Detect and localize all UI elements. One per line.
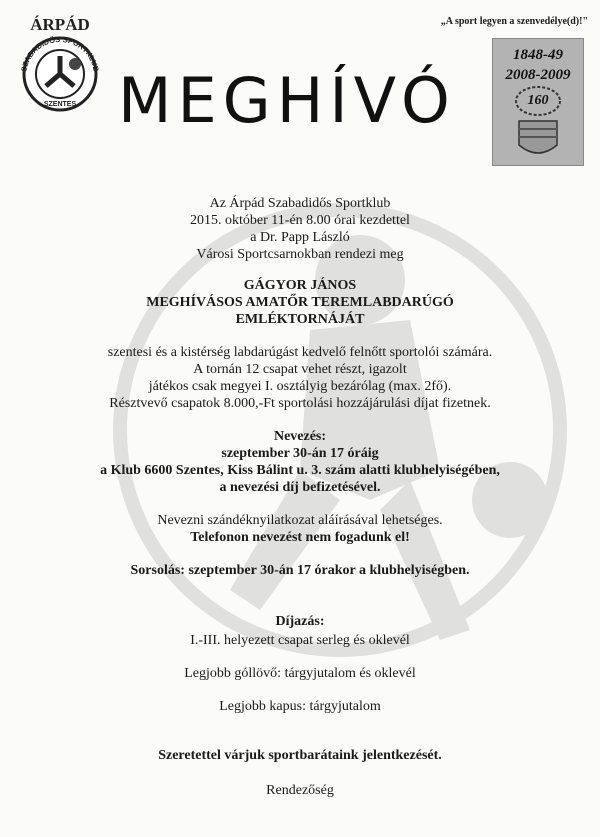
prizes-heading: Díjazás: bbox=[275, 614, 325, 629]
intro-line: a Dr. Papp László bbox=[250, 230, 350, 245]
intro-line: Városi Sportcsarnokban rendezi meg bbox=[196, 247, 404, 262]
prize-goalkeeper: Legjobb kapus: tárgyjutalom bbox=[219, 699, 381, 714]
badge-year-1: 1848-49 bbox=[513, 47, 563, 63]
phone-note: Telefonon nevezést nem fogadunk el! bbox=[190, 530, 410, 545]
anniversary-badge bbox=[492, 38, 584, 166]
logo-top-text: ÁRPÁD bbox=[30, 15, 90, 34]
details-line: Résztvevő csapatok 8.000,-Ft sportolási hozzájárulási díjat fizetnek. bbox=[109, 396, 491, 411]
registration-line: szeptember 30-án 17 óráig bbox=[221, 446, 379, 461]
details-line: játékos csak megyei I. osztályig bezárólag (max. 2fő). bbox=[148, 379, 452, 394]
badge-year-2: 2008-2009 bbox=[505, 67, 571, 83]
registration-heading: Nevezés: bbox=[273, 429, 327, 444]
registration-line: a nevezési díj befizetésével. bbox=[219, 480, 381, 495]
signature: Rendezőség bbox=[266, 783, 334, 798]
motto: „A sport legyen a szenvedélye(d)!" bbox=[440, 16, 588, 27]
details-block bbox=[40, 344, 560, 412]
event-title-block bbox=[40, 277, 560, 328]
event-title-line: EMLÉKTORNÁJÁT bbox=[235, 312, 365, 327]
intro-line: Az Árpád Szabadidős Sportklub bbox=[209, 196, 391, 211]
prize-top-scorer: Legjobb góllövő: tárgyjutalom és oklevél bbox=[184, 666, 416, 681]
prize-teams: I.-III. helyezett csapat serleg és oklevél bbox=[190, 633, 410, 648]
event-title-line: GÁGYOR JÁNOS bbox=[243, 278, 357, 293]
registration-block bbox=[40, 428, 560, 496]
intro-block bbox=[40, 195, 560, 263]
closing-line: Szeretettel várjuk sportbarátaink jelentkezését. bbox=[158, 748, 442, 763]
details-line: szentesi és a kistérség labdarúgást kedvelő felnőtt sportolói számára. bbox=[107, 345, 493, 360]
details-line: A tornán 12 csapat vehet részt, igazolt bbox=[193, 362, 407, 377]
registration-line: a Klub 6600 Szentes, Kiss Bálint u. 3. szám alatti klubhelyiségében, bbox=[100, 463, 500, 478]
page-title: MEGHÍVÓ bbox=[118, 64, 456, 137]
badge-number: 160 bbox=[527, 93, 549, 108]
intro-line: 2015. október 11-én 8.00 órai kezdettel bbox=[190, 213, 410, 228]
invitation-body bbox=[40, 195, 560, 799]
draw-info: Sorsolás: szeptember 30-án 17 órakor a klubhelyiségben. bbox=[130, 563, 470, 578]
event-title-line: MEGHÍVÁSOS AMATŐR TEREMLABDARÚGÓ bbox=[146, 295, 454, 310]
registration-note: Nevezni szándéknyilatkozat aláírásával lehetséges. bbox=[157, 513, 443, 528]
club-logo bbox=[12, 14, 108, 114]
logo-bottom-text: SZENTES bbox=[43, 101, 77, 108]
logo-ring-text: SZABADIDŐS SPORTKLUB bbox=[19, 34, 101, 73]
